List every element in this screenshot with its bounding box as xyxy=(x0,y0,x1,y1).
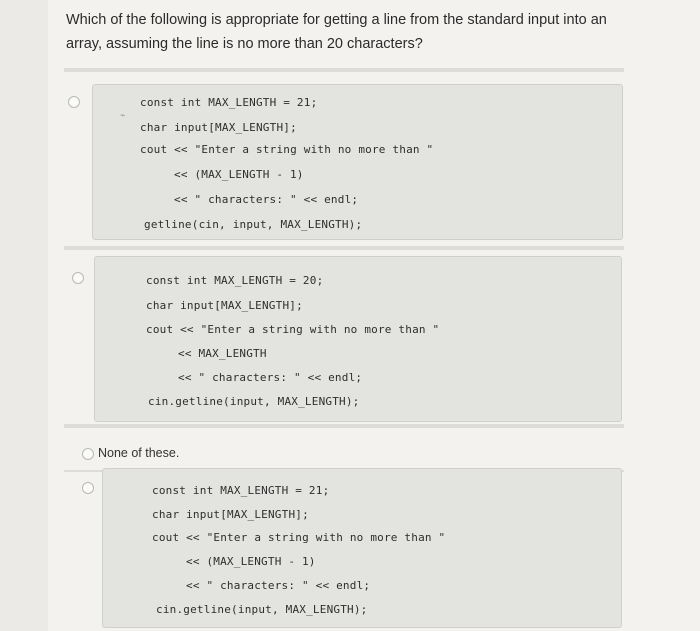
option-d-line-3: cout << "Enter a string with no more than " xyxy=(152,531,446,544)
option-b-line-1: const int MAX_LENGTH = 20; xyxy=(146,274,324,287)
option-b-line-3: cout << "Enter a string with no more than " xyxy=(146,323,440,336)
radio-option-b[interactable] xyxy=(72,272,84,284)
option-a-line-5: << " characters: " << endl; xyxy=(174,193,359,206)
option-d-line-4: << (MAX_LENGTH - 1) xyxy=(186,555,316,568)
option-b-line-4: << MAX_LENGTH xyxy=(178,347,267,360)
radio-option-a[interactable] xyxy=(68,96,80,108)
option-a-line-1: const int MAX_LENGTH = 21; xyxy=(140,96,318,109)
option-a-line-2: char input[MAX_LENGTH]; xyxy=(140,121,297,134)
option-a-line-3: cout << "Enter a string with no more than " xyxy=(140,143,434,156)
option-a-line-6: getline(cin, input, MAX_LENGTH); xyxy=(144,218,363,231)
radio-option-c[interactable] xyxy=(82,448,94,460)
option-b-line-2: char input[MAX_LENGTH]; xyxy=(146,299,303,312)
divider xyxy=(64,246,624,250)
divider xyxy=(64,68,624,72)
question-text: Which of the following is appropriate for getting a line from the standard input into an array, assuming the line is no more than 20 characters? xyxy=(66,12,607,52)
option-b-line-5: << " characters: " << endl; xyxy=(178,371,363,384)
option-c-label[interactable]: None of these. xyxy=(98,446,180,460)
option-d-line-5: << " characters: " << endl; xyxy=(186,579,371,592)
option-d-line-6: cin.getline(input, MAX_LENGTH); xyxy=(156,603,368,616)
option-d-line-2: char input[MAX_LENGTH]; xyxy=(152,508,309,521)
cursor-mark: ⌁ xyxy=(120,110,126,120)
option-d-line-1: const int MAX_LENGTH = 21; xyxy=(152,484,330,497)
option-b-line-6: cin.getline(input, MAX_LENGTH); xyxy=(148,395,360,408)
radio-option-d[interactable] xyxy=(82,482,94,494)
divider xyxy=(64,424,624,428)
option-a-line-4: << (MAX_LENGTH - 1) xyxy=(174,168,304,181)
